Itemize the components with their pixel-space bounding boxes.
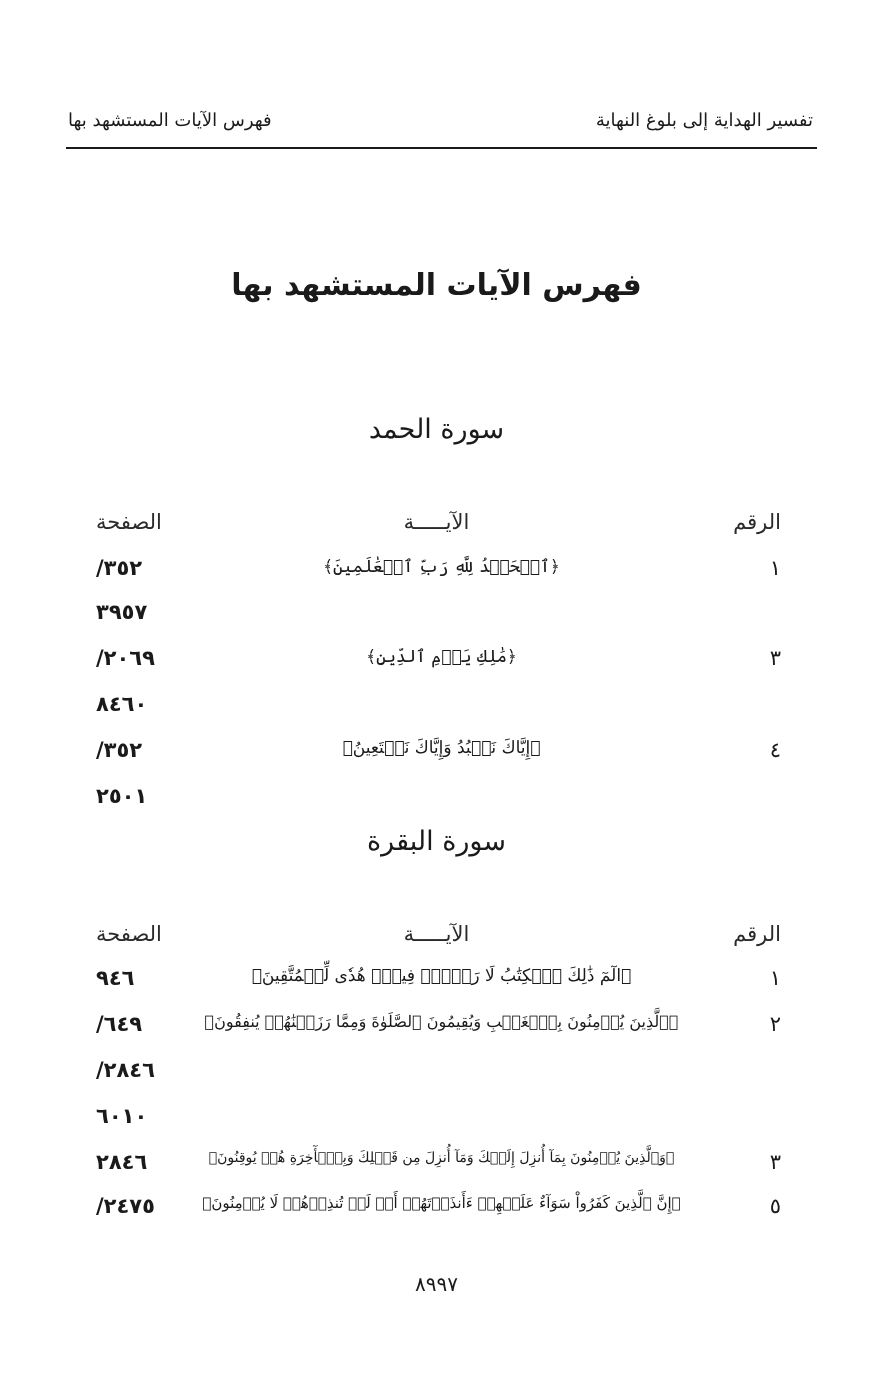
- running-header-section-title: فهرس الآيات المستشهد بها: [68, 110, 272, 131]
- ayah-number: ٥: [769, 1194, 781, 1218]
- surah-heading: سورة البقرة: [367, 826, 506, 857]
- table-row: [0, 692, 873, 724]
- page-reference: ٨٤٦٠: [96, 692, 148, 716]
- page-reference: ٢٨٤٦: [96, 1150, 148, 1174]
- table-row: [0, 966, 873, 998]
- page-reference: ٣٩٥٧: [96, 600, 148, 624]
- ayah-number: ٢: [769, 1012, 781, 1036]
- page-reference: /٢٨٤٦: [96, 1058, 155, 1082]
- surah-heading: سورة الحمد: [368, 414, 505, 445]
- column-header-number: الرقم: [733, 922, 781, 946]
- ayah-number: ٣: [769, 646, 781, 670]
- table-row: [0, 556, 873, 588]
- table-row: [0, 646, 873, 678]
- ayah-number: ٤: [769, 738, 781, 762]
- header-rule: [66, 147, 817, 149]
- page-reference: ٩٤٦: [96, 966, 135, 990]
- table-row: [0, 1012, 873, 1044]
- ayah-text: ﴿وَٱلَّذِينَ يُؤۡمِنُونَ بِمَآ أُنزِلَ إِلَيۡكَ وَمَآ أُنزِلَ مِن قَبۡلِكَ وَبِٱلۡأٓخِرَةِ هُمۡ يُوقِنُونَ﴾: [208, 1150, 675, 1166]
- table-row: [0, 600, 873, 632]
- ayah-text: ﴿ٱلَّذِينَ يُؤۡمِنُونَ بِٱلۡغَيۡبِ وَيُقِيمُونَ ٱلصَّلَوٰةَ وَمِمَّا رَزَقۡنَٰهُمۡ يُنفِقُونَ﴾: [204, 1012, 679, 1031]
- table-row: [0, 1150, 873, 1182]
- table-row: [0, 1104, 873, 1136]
- ayah-number: ١: [769, 556, 781, 580]
- page-title: فهرس الآيات المستشهد بها: [231, 268, 642, 303]
- page-reference: /٣٥٢: [96, 738, 143, 762]
- page-number: ٨٩٩٧: [415, 1272, 458, 1296]
- column-header-ayah: الآيـــــة: [403, 510, 470, 534]
- ayah-text: ﴿مَٰلِكِ يَوۡمِ ٱلدِّينِ﴾: [366, 647, 517, 667]
- column-header-page: الصفحة: [96, 510, 162, 534]
- ayah-text: ﴿الٓمٓ ذَٰلِكَ ٱلۡكِتَٰبُ لَا رَيۡبَۛ فِيهِۛ هُدٗى لِّلۡمُتَّقِينَ﴾: [251, 966, 632, 986]
- ayah-text: ﴿ٱلۡحَمۡدُ لِلَّهِ رَبِّ ٱلۡعَٰلَمِينَ﴾: [323, 557, 560, 577]
- page-reference: /٣٥٢: [96, 556, 143, 580]
- ayah-text: ﴿إِيَّاكَ نَعۡبُدُ وَإِيَّاكَ نَسۡتَعِينُ﴾: [342, 738, 541, 758]
- running-header-book-title: تفسير الهداية إلى بلوغ النهاية: [595, 110, 813, 131]
- page-reference: ٦٠١٠: [96, 1104, 148, 1128]
- page-reference: ٢٥٠١: [96, 784, 148, 808]
- ayah-number: ٣: [769, 1150, 781, 1174]
- table-row: [0, 738, 873, 770]
- page-reference: /٢٠٦٩: [96, 646, 155, 670]
- table-row: [0, 1194, 873, 1226]
- column-header-ayah: الآيـــــة: [403, 922, 470, 946]
- column-header-number: الرقم: [733, 510, 781, 534]
- page-reference: /٢٤٧٥: [96, 1194, 155, 1218]
- page-reference: /٦٤٩: [96, 1012, 143, 1036]
- ayah-number: ١: [769, 966, 781, 990]
- table-row: [0, 1058, 873, 1090]
- column-header-page: الصفحة: [96, 922, 162, 946]
- ayah-text: ﴿إِنَّ ٱلَّذِينَ كَفَرُواْ سَوَآءٌ عَلَيۡهِمۡ ءَأَنذَرۡتَهُمۡ أَمۡ لَمۡ تُنذِرۡهُمۡ لَا يُؤۡمِنُونَ﴾: [202, 1194, 681, 1212]
- table-row: [0, 784, 873, 816]
